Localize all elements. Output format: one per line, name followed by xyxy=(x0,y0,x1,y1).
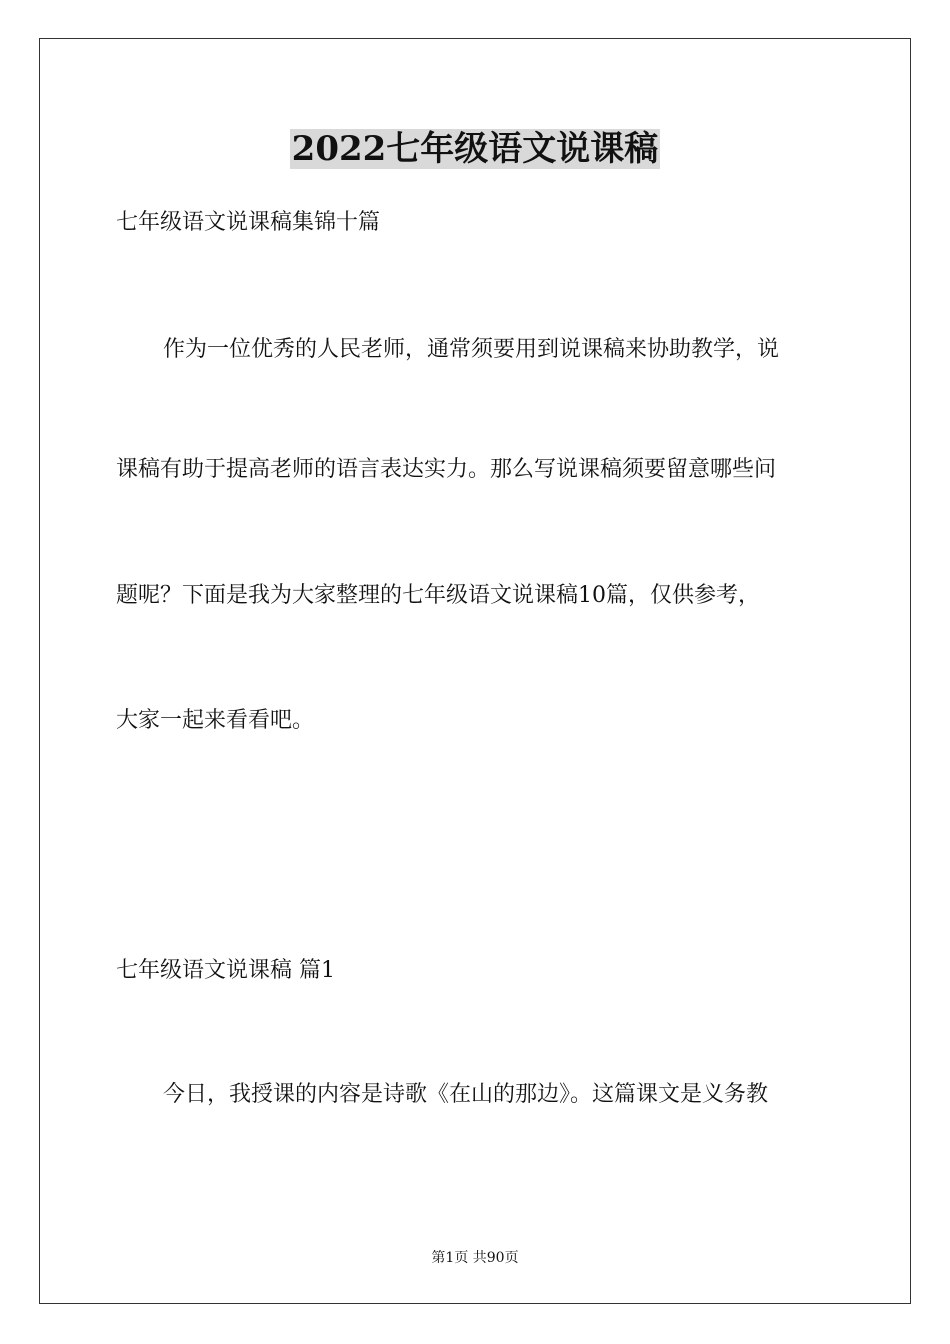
paragraph-1-line-1: 作为一位优秀的人民老师，通常须要用到说课稿来协助教学，说 xyxy=(163,337,780,362)
document-title-text: 2022七年级语文说课稿 xyxy=(291,129,659,169)
paragraph-1-line-4: 大家一起来看看吧。 xyxy=(116,708,315,733)
paragraph-2-line-1: 今日，我授课的内容是诗歌《在山的那边》。这篇课文是义务教 xyxy=(163,1082,769,1107)
paragraph-1-line-3: 题呢？下面是我为大家整理的七年级语文说课稿10篇，仅供参考， xyxy=(116,583,760,608)
page-footer: 第1页 共90页 xyxy=(431,1250,519,1266)
document-title xyxy=(0,126,950,172)
paragraph-1-line-2: 课稿有助于提高老师的语言表达实力。那么写说课稿须要留意哪些问 xyxy=(116,457,777,482)
document-subtitle: 七年级语文说课稿集锦十篇 xyxy=(116,210,381,235)
section-heading: 七年级语文说课稿 篇1 xyxy=(116,958,335,983)
